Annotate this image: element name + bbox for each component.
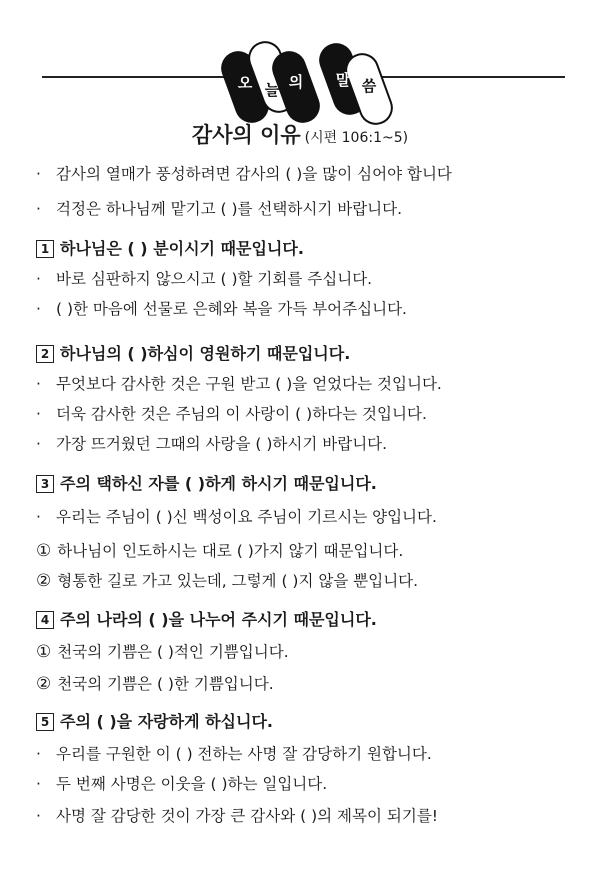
- scripture-reference: (시편 106:1~5): [304, 130, 409, 146]
- bullet-marker: ·: [36, 165, 41, 183]
- bullet-marker: ·: [36, 405, 41, 423]
- outline-line: [36, 570, 418, 592]
- circled-number: ②: [36, 571, 52, 591]
- bullet-marker: ·: [36, 300, 41, 318]
- header-rule-left: [42, 76, 232, 78]
- section-number: 3: [36, 475, 54, 493]
- line-text: 주의 ( )을 자랑하게 하십니다.: [60, 712, 274, 731]
- section-number: 4: [36, 611, 54, 629]
- header-char-3: 의: [288, 73, 304, 91]
- section-heading: [36, 711, 273, 733]
- outline-line: [36, 743, 432, 765]
- header-rule-right: [375, 76, 565, 78]
- outline-line: [36, 373, 442, 395]
- line-text: 주의 택하신 자를 ( )하게 하시기 때문입니다.: [60, 474, 377, 493]
- line-text: ( )한 마음에 선물로 은혜와 복을 가득 부어주십니다.: [56, 300, 407, 318]
- section-heading: [36, 609, 377, 631]
- outline-line: [36, 298, 407, 320]
- line-text: 천국의 기쁨은 ( )적인 기쁨입니다.: [57, 643, 289, 661]
- section-number: 5: [36, 713, 54, 731]
- outline-line: [36, 773, 327, 795]
- line-text: 두 번째 사명은 이웃을 ( )하는 일입니다.: [56, 775, 328, 793]
- line-text: 형통한 길로 가고 있는데, 그렇게 ( )지 않을 뿐입니다.: [57, 572, 419, 590]
- header-char-4: 말: [335, 71, 351, 89]
- outline-line: [36, 673, 274, 695]
- circled-number: ②: [36, 674, 52, 694]
- header-char-1: 오: [237, 74, 253, 92]
- sermon-title-main: 감사의 이유: [191, 123, 301, 147]
- sermon-title: [0, 119, 600, 149]
- line-text: 주의 나라의 ( )을 나누어 주시기 때문입니다.: [60, 610, 377, 629]
- section-number: 1: [36, 240, 54, 258]
- line-text: 사명 잘 감당한 것이 가장 큰 감사와 ( )의 제목이 되기를!: [56, 807, 439, 825]
- bullet-marker: ·: [36, 375, 41, 393]
- header-char-2: 늘: [264, 81, 280, 99]
- line-text: 더욱 감사한 것은 주님의 이 사랑이 ( )하다는 것입니다.: [56, 405, 427, 423]
- bullet-marker: ·: [36, 745, 41, 763]
- line-text: 하나님은 ( ) 분이시기 때문입니다.: [60, 239, 304, 258]
- bullet-marker: ·: [36, 435, 41, 453]
- section-heading: [36, 473, 377, 495]
- line-text: 우리는 주님이 ( )신 백성이요 주님이 기르시는 양입니다.: [56, 508, 437, 526]
- line-text: 가장 뜨거웠던 그때의 사랑을 ( )하시기 바랍니다.: [56, 435, 388, 453]
- outline-line: [36, 506, 437, 528]
- outline-line: [36, 268, 372, 290]
- outline-line: [36, 163, 452, 185]
- line-text: 걱정은 하나님께 맡기고 ( )를 선택하시기 바랍니다.: [56, 200, 403, 218]
- bullet-marker: ·: [36, 508, 41, 526]
- line-text: 감사의 열매가 풍성하려면 감사의 ( )을 많이 심어야 합니다: [56, 165, 452, 183]
- line-text: 하나님의 ( )하심이 영원하기 때문입니다.: [60, 344, 351, 363]
- outline-line: [36, 641, 289, 663]
- line-text: 무엇보다 감사한 것은 구원 받고 ( )을 얻었다는 것입니다.: [56, 375, 442, 393]
- bullet-marker: ·: [36, 200, 41, 218]
- line-text: 하나님이 인도하시는 대로 ( )가지 않기 때문입니다.: [57, 542, 404, 560]
- bullet-marker: ·: [36, 775, 41, 793]
- line-text: 천국의 기쁨은 ( )한 기쁨입니다.: [57, 675, 274, 693]
- outline-line: [36, 540, 403, 562]
- circled-number: ①: [36, 642, 52, 662]
- outline-line: [36, 433, 387, 455]
- outline-line: [36, 805, 438, 827]
- header-banner: [0, 0, 600, 110]
- bullet-marker: ·: [36, 270, 41, 288]
- header-char-5: 씀: [361, 77, 377, 95]
- line-text: 바로 심판하지 않으시고 ( )할 기회를 주십니다.: [56, 270, 373, 288]
- section-number: 2: [36, 345, 54, 363]
- circled-number: ①: [36, 541, 52, 561]
- outline-line: [36, 403, 427, 425]
- section-heading: [36, 238, 304, 260]
- outline-line: [36, 198, 402, 220]
- bullet-marker: ·: [36, 807, 41, 825]
- section-heading: [36, 343, 350, 365]
- line-text: 우리를 구원한 이 ( ) 전하는 사명 잘 감당하기 원합니다.: [56, 745, 432, 763]
